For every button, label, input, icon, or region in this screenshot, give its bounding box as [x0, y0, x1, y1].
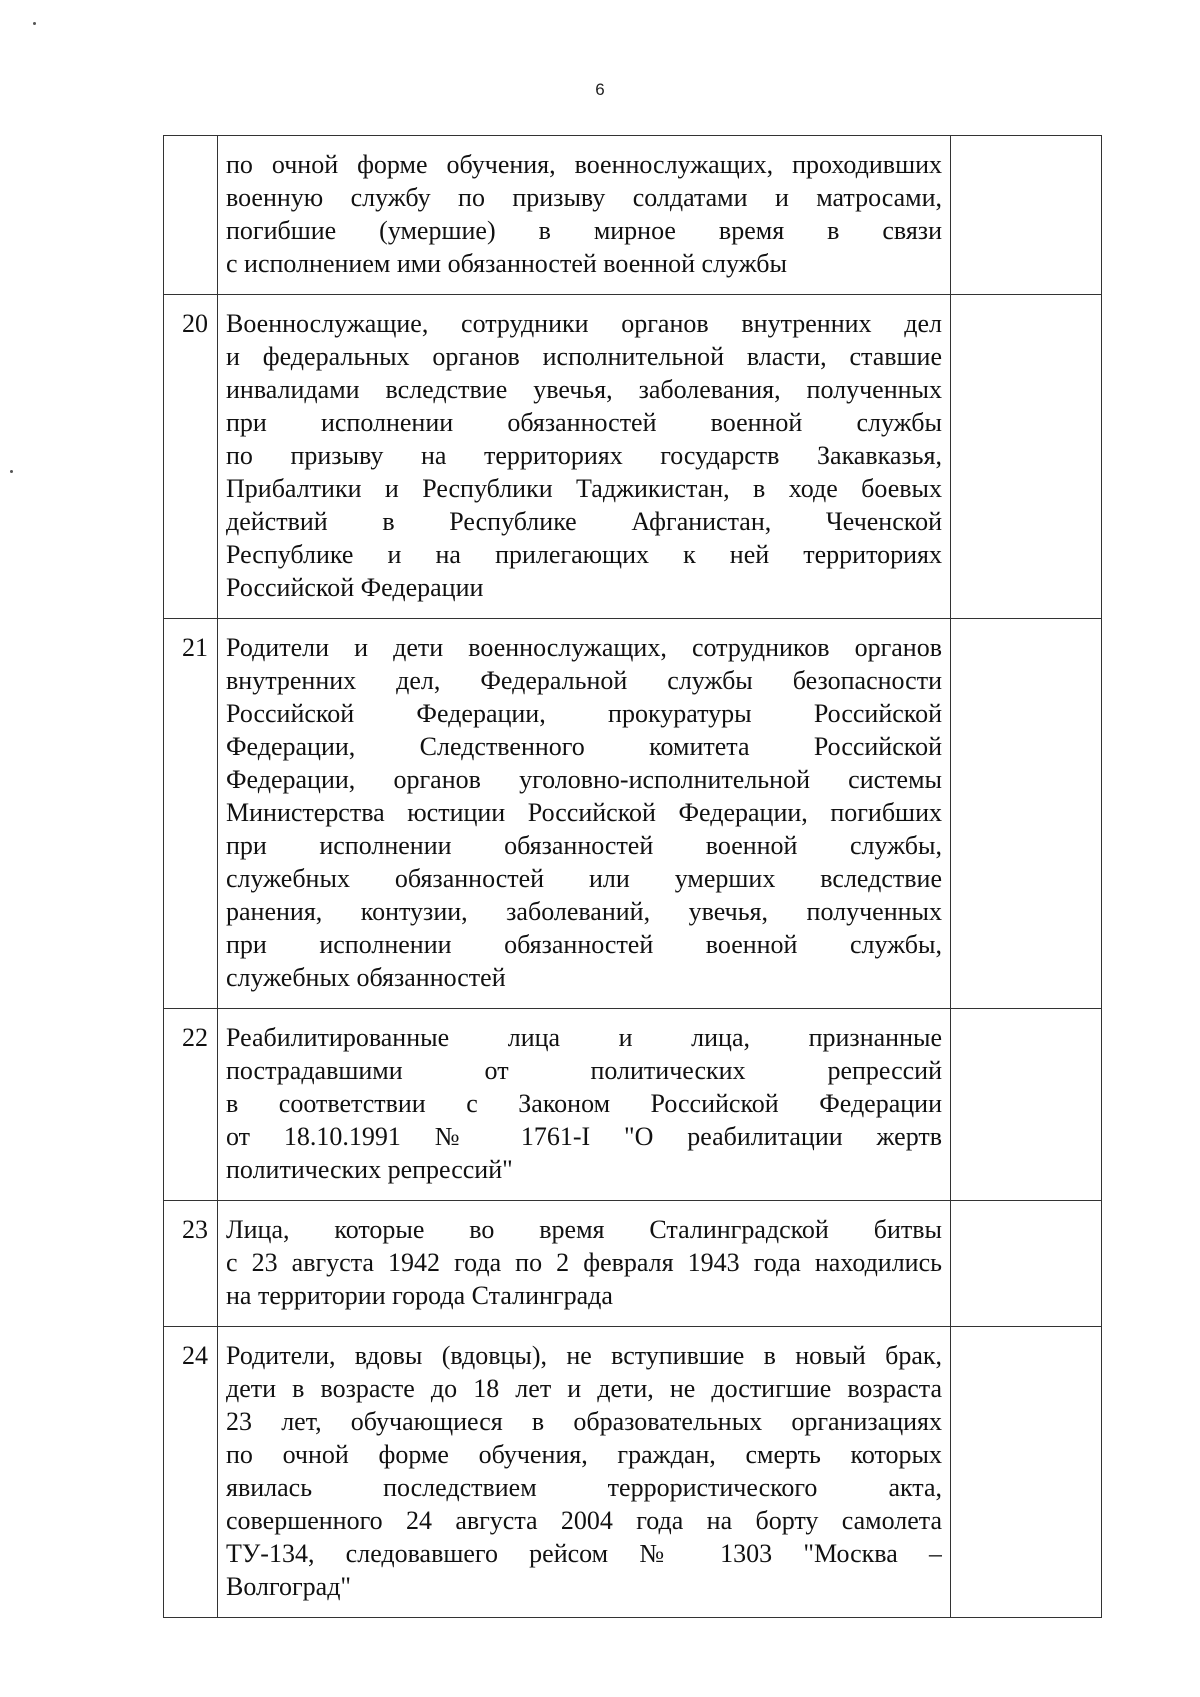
description-line: по очной форме обучения, граждан, смерть которых [226, 1440, 942, 1469]
description-line: погибшие (умершие) в мирное время в связи [226, 216, 942, 245]
description-line: при исполнении обязанностей военной службы, [226, 930, 942, 959]
category-description [218, 619, 951, 1009]
row-number: 24 [164, 1327, 218, 1618]
table-row [164, 1327, 1102, 1618]
description-line: Реабилитированные лица и лица, признанные [226, 1023, 942, 1052]
description-line: Российской Федерации, прокуратуры Российской [226, 699, 942, 728]
description-line: пострадавшими от политических репрессий [226, 1056, 942, 1085]
description-line: с 23 августа 1942 года по 2 февраля 1943 года находились [226, 1248, 942, 1277]
description-line: Родители, вдовы (вдовцы), не вступившие в новый брак, [226, 1341, 942, 1370]
scan-speck [33, 22, 36, 25]
description-line: при исполнении обязанностей военной службы [226, 408, 942, 437]
empty-cell [951, 1201, 1102, 1327]
category-description [218, 295, 951, 619]
description-line: с исполнением ими обязанностей военной службы [226, 249, 787, 278]
category-description [218, 1009, 951, 1201]
table-row [164, 1201, 1102, 1327]
description-line: ТУ-134, следовавшего рейсом № 1303 "Москва – [226, 1539, 942, 1568]
description-line: Федерации, органов уголовно-исполнительной системы [226, 765, 942, 794]
description-line: политических репрессий" [226, 1155, 513, 1184]
description-line: по очной форме обучения, военнослужащих, проходивших [226, 150, 942, 179]
description-line: военную службу по призыву солдатами и матросами, [226, 183, 942, 212]
row-number: 21 [164, 619, 218, 1009]
row-number: 23 [164, 1201, 218, 1327]
description-line: явилась последствием террористического акта, [226, 1473, 942, 1502]
empty-cell [951, 1009, 1102, 1201]
description-line: Волгоград" [226, 1572, 352, 1601]
description-line: действий в Республике Афганистан, Чеченской [226, 507, 942, 536]
category-description [218, 1327, 951, 1618]
row-number: 22 [164, 1009, 218, 1201]
description-line: при исполнении обязанностей военной службы, [226, 831, 942, 860]
row-number: 20 [164, 295, 218, 619]
table-row [164, 1009, 1102, 1201]
description-line: ранения, контузии, заболеваний, увечья, полученных [226, 897, 942, 926]
description-line: Родители и дети военнослужащих, сотрудников органов [226, 633, 942, 662]
description-line: по призыву на территориях государств Закавказья, [226, 441, 942, 470]
description-line: служебных обязанностей или умерших вследствие [226, 864, 942, 893]
description-line: Прибалтики и Республики Таджикистан, в ходе боевых [226, 474, 942, 503]
table-row [164, 136, 1102, 295]
empty-cell [951, 136, 1102, 295]
category-description [218, 136, 951, 295]
description-line: Федерации, Следственного комитета Российской [226, 732, 942, 761]
empty-cell [951, 619, 1102, 1009]
description-line: совершенного 24 августа 2004 года на борту самолета [226, 1506, 942, 1535]
description-line: от 18.10.1991 № 1761-I "О реабилитации жертв [226, 1122, 942, 1151]
description-line: Республике и на прилегающих к ней территориях [226, 540, 942, 569]
table-row [164, 619, 1102, 1009]
description-line: Военнослужащие, сотрудники органов внутренних дел [226, 309, 942, 338]
page-number: 6 [595, 80, 605, 99]
description-line: дети в возрасте до 18 лет и дети, не достигшие возраста [226, 1374, 942, 1403]
description-line: инвалидами вследствие увечья, заболевания, полученных [226, 375, 942, 404]
description-line: 23 лет, обучающиеся в образовательных организациях [226, 1407, 942, 1436]
table-body [164, 136, 1102, 1618]
benefit-categories-table [163, 135, 1102, 1618]
description-line: и федеральных органов исполнительной власти, ставшие [226, 342, 942, 371]
description-line: Министерства юстиции Российской Федерации, погибших [226, 798, 942, 827]
empty-cell [951, 1327, 1102, 1618]
row-number [164, 136, 218, 295]
table-row [164, 295, 1102, 619]
description-line: Российской Федерации [226, 573, 484, 602]
description-line: Лица, которые во время Сталинградской битвы [226, 1215, 942, 1244]
scan-speck [10, 470, 13, 473]
description-line: служебных обязанностей [226, 963, 506, 992]
description-line: на территории города Сталинграда [226, 1281, 613, 1310]
description-line: внутренних дел, Федеральной службы безопасности [226, 666, 942, 695]
empty-cell [951, 295, 1102, 619]
description-line: в соответствии с Законом Российской Федерации [226, 1089, 942, 1118]
category-description [218, 1201, 951, 1327]
